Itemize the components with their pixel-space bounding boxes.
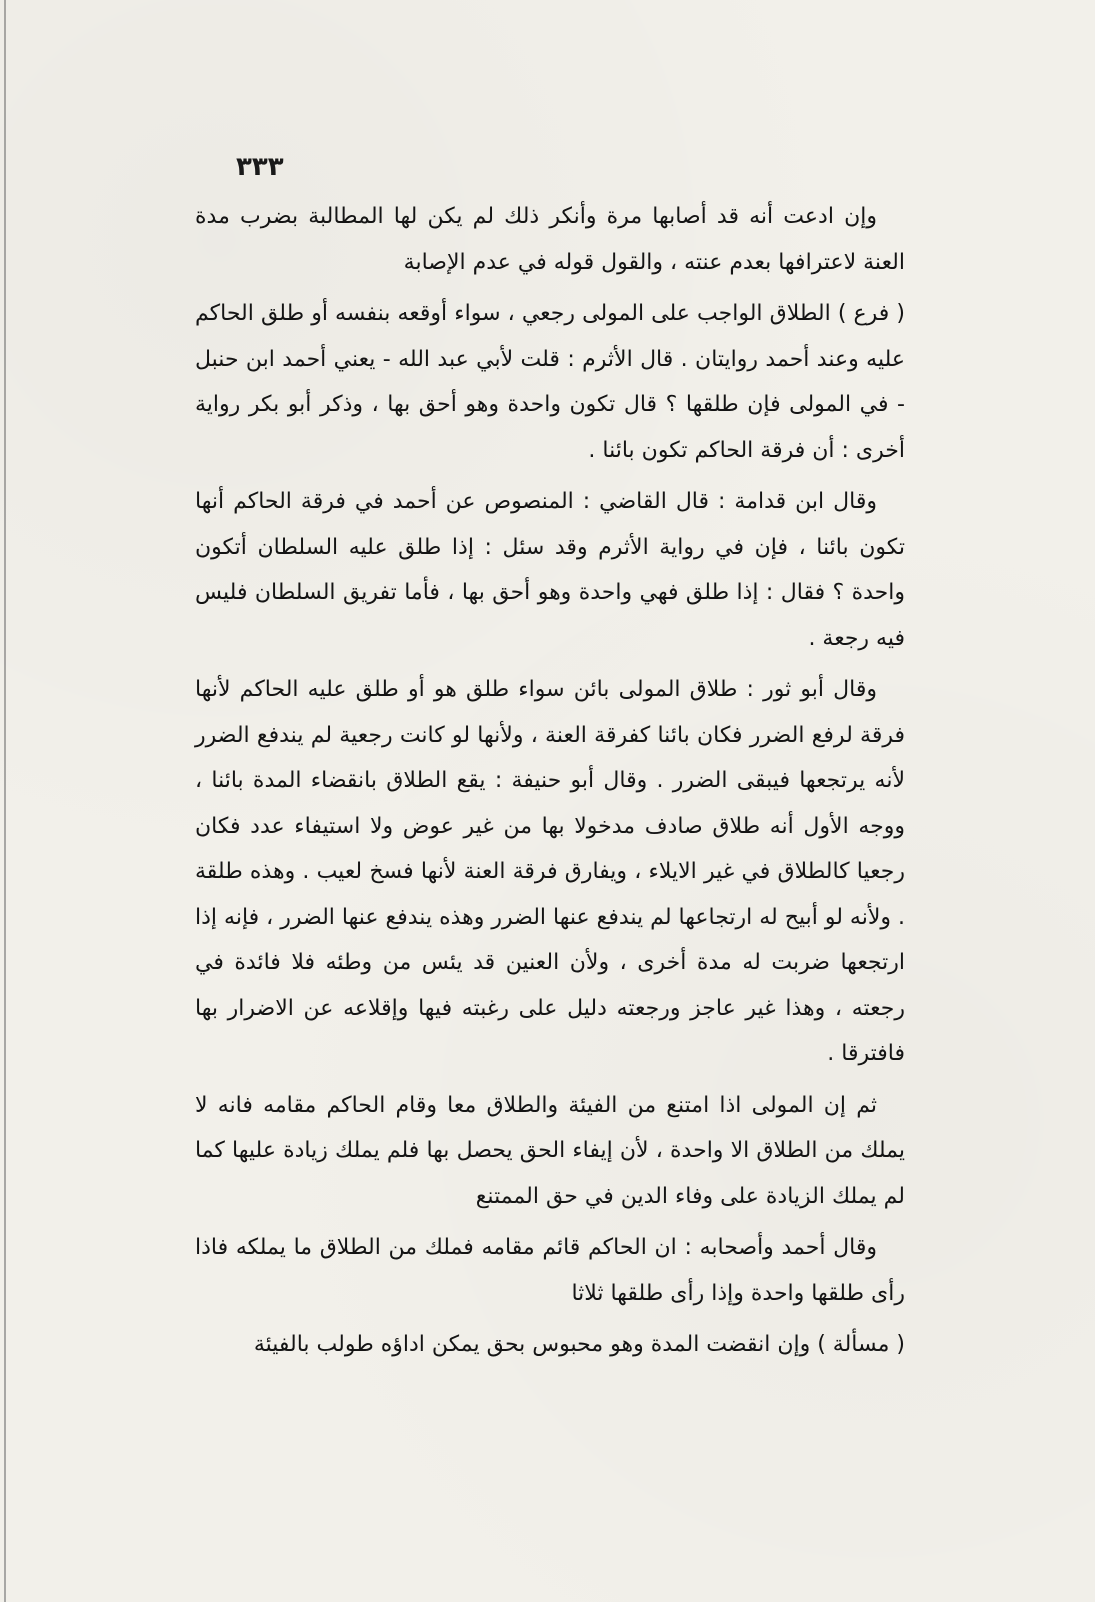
paragraph-4: وقال أبو ثور : طلاق المولى بائن سواء طلق هو أو طلق عليه الحاكم لأنها فرقة لرفع الضرر فكان بائنا كفرقة العنة ، ولأنها لو كانت رجعية لم يندفع الضرر لأنه يرتجعها فيبقى الضرر . وقال أبو حنيفة : يقع الطلاق بانقضاء المدة بائنا ، ووجه الأول أنه طلاق صادف مدخولا بها من غير عوض ولا استيفاء عدد فكان رجعيا كالطلاق في غير الايلاء ، ويفارق فرقة العنة لأنها فسخ لعيب . وهذه طلقة . ولأنه لو أبيح له ارتجاعها لم يندفع عنها الضرر وهذه يندفع عنها الضرر ، فإنه إذا ارتجعها ضربت له مدة أخرى ، ولأن العنين قد يئس من وطئه فلا فائدة في رجعته ، وهذا غير عاجز ورجعته دليل على رغبته فيها وإقلاعه عن الاضرار بها فافترقا . (195, 677, 905, 1066)
paragraph-7: ( مسألة ) وإن انقضت المدة وهو محبوس بحق يمكن اداؤه طولب بالفيئة (253, 1332, 905, 1357)
page-edge-line (4, 0, 6, 1602)
paragraph-3: وقال ابن قدامة : قال القاضي : المنصوص عن أحمد في فرقة الحاكم أنها تكون بائنا ، فإن في رواية الأثرم وقد سئل : إذا طلق عليه السلطان أتكون واحدة ؟ فقال : إذا طلق فهي واحدة وهو أحق بها ، فأما تفريق السلطان فليس فيه رجعة . (195, 489, 905, 651)
paragraph-6: وقال أحمد وأصحابه : ان الحاكم قائم مقامه فملك من الطلاق ما يملكه فاذا رأى طلقها واحدة وإذا رأى طلقها ثلاثا (195, 1235, 905, 1306)
paragraph-1: وإن ادعت أنه قد أصابها مرة وأنكر ذلك لم يكن لها المطالبة بضرب مدة العنة لاعترافها بعدم عنته ، والقول قوله في عدم الإصابة (195, 204, 905, 275)
page-number: ٣٣٣ (236, 152, 284, 182)
paragraph-5: ثم إن المولى اذا امتنع من الفيئة والطلاق معا وقام الحاكم مقامه فانه لا يملك من الطلاق الا واحدة ، لأن إيفاء الحق يحصل بها فلم يملك زيادة عليها كما لم يملك الزيادة على وفاء الدين في حق الممتنع (195, 1092, 905, 1209)
paragraph-2: ( فرع ) الطلاق الواجب على المولى رجعي ، سواء أوقعه بنفسه أو طلق الحاكم عليه وعند أحمد روايتان . قال الأثرم : قلت لأبي عبد الله - يعني أحمد ابن حنبل - في المولى فإن طلقها ؟ قال تكون واحدة وهو أحق بها ، وذكر أبو بكر رواية أخرى : أن فرقة الحاكم تكون بائنا . (195, 301, 905, 463)
body-text (195, 194, 905, 1374)
